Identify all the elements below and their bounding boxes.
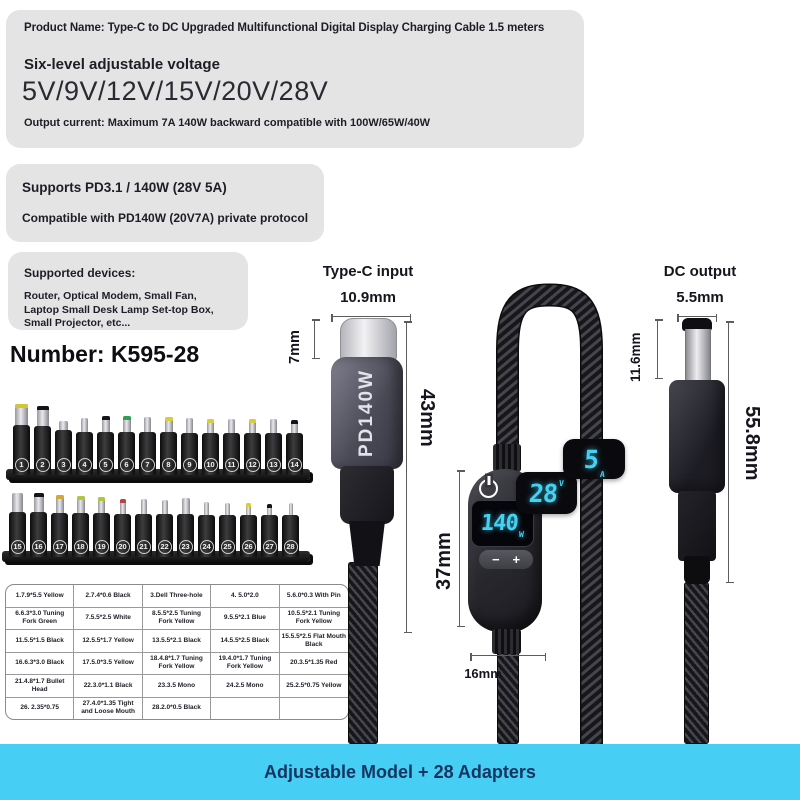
voltage-levels: 5V/9V/12V/15V/20V/28V (22, 76, 329, 106)
spec-cell-r4c4: 25.2.5*0.75 Yellow (280, 675, 348, 698)
spec-cell-r0c4: 5.6.0*0.3 With Pin (280, 585, 348, 608)
typec-width-measure (331, 316, 411, 317)
typec-length-measure (406, 321, 407, 633)
adapter-number: 12 (246, 458, 260, 472)
voltage-value: 28 (527, 478, 559, 508)
pd140w-print: PD140W (356, 368, 377, 458)
minus-button-label: − (491, 552, 500, 567)
spec-cell-r1c0: 6.6.3*3.0 Tuning Fork Green (6, 608, 74, 631)
spec-cell-r3c4: 20.3.5*1.35 Red (280, 653, 348, 676)
voltage-unit: V (558, 479, 565, 488)
dc-plug-body (669, 380, 725, 493)
spec-cell-r2c4: 15.5.5*2.5 Flat Mouth Black (280, 630, 348, 653)
adapter-number: 18 (74, 540, 88, 554)
adapter-number: 3 (57, 458, 71, 472)
adapter-number: 24 (200, 540, 214, 554)
wattage-unit: W (519, 530, 525, 539)
product-name: Product Name: Type-C to DC Upgraded Multifunctional Digital Display Charging Cable 1.5 meters (24, 22, 545, 34)
spec-cell-r4c2: 23.3.5 Mono (143, 675, 211, 698)
adapter-number: 4 (78, 458, 92, 472)
typec-tip-height-label: 7mm (287, 330, 303, 364)
dc-plug-neck (678, 491, 716, 561)
spec-cell-r2c0: 11.5.5*1.5 Black (6, 630, 74, 653)
dc-length-measure (728, 321, 729, 583)
dc-width-measure (677, 316, 717, 317)
voltage-subtitle: Six-level adjustable voltage (24, 56, 220, 73)
spec-cell-r0c2: 3.Dell Three-hole (143, 585, 211, 608)
adapter-number: 16 (32, 540, 46, 554)
footer-label: Adjustable Model + 28 Adapters (264, 761, 536, 782)
adapter-number: 27 (263, 540, 277, 554)
adapter-number: 5 (99, 458, 113, 472)
adapter-number: 21 (137, 540, 151, 554)
pd-compatibility-line: Compatible with PD140W (20V7A) private protocol (22, 211, 309, 225)
typec-cable (348, 562, 378, 744)
adapter-number: 11 (225, 458, 239, 472)
output-current-note: Output current: Maximum 7A 140W backward compatible with 100W/65W/40W (24, 117, 431, 129)
spec-cell-r0c0: 1.7.9*5.5 Yellow (6, 585, 74, 608)
adapter-number: 15 (11, 540, 25, 554)
adapter-number: 28 (284, 540, 298, 554)
typec-tip-measure (314, 319, 315, 359)
current-callout (563, 439, 625, 479)
typec-strain-relief (349, 521, 385, 566)
dc-tip-height-label: 11.6mm (628, 332, 643, 382)
plus-button-label: + (512, 552, 521, 567)
spec-cell-r2c2: 13.5.5*2.1 Black (143, 630, 211, 653)
wattage-value: 140 (479, 511, 519, 536)
model-number: Number: K595-28 (10, 341, 200, 367)
dc-length-label: 55.8mm (741, 406, 763, 481)
adapter-number: 1 (15, 458, 29, 472)
controller-width-label: 16mm (464, 666, 502, 681)
spec-cell-r5c1: 27.4.0*1.35 Tight and Loose Mouth (74, 698, 142, 720)
controller-height-label: 37mm (433, 532, 455, 590)
footer-banner (0, 744, 800, 800)
spec-cell-r1c3: 9.5.5*2.1 Blue (211, 608, 279, 631)
dc-tip-measure (657, 319, 658, 379)
spec-cell-r3c1: 17.5.0*3.5 Yellow (74, 653, 142, 676)
adapter-number: 19 (95, 540, 109, 554)
controller-width-measure (470, 655, 546, 656)
adapter-number: 22 (158, 540, 172, 554)
adapter-number: 26 (242, 540, 256, 554)
dc-cable (684, 582, 709, 744)
current-unit: A (599, 470, 605, 479)
adapter-number: 17 (53, 540, 67, 554)
adapter-number: 2 (36, 458, 50, 472)
controller-top-neck (493, 444, 521, 472)
spec-cell-r3c3: 19.4.0*1.7 Tuning Fork Yellow (211, 653, 279, 676)
adapter-number: 13 (267, 458, 281, 472)
typec-input-label: Type-C input (322, 263, 414, 280)
supported-devices-list: Router, Optical Modem, Small Fan, Laptop Small Desk Lamp Set-top Box, Small Projector, etc... (24, 290, 214, 330)
dc-output-label: DC output (663, 263, 737, 280)
controller-bottom-neck (492, 629, 521, 654)
adapter-number: 25 (221, 540, 235, 554)
dc-plug-end (684, 556, 710, 584)
typec-length-label: 43mm (416, 389, 438, 447)
typec-plug-tail (340, 466, 394, 524)
controller-cable (497, 650, 519, 744)
supported-devices-title: Supported devices: (24, 266, 136, 280)
dc-plug-barrel (685, 329, 711, 382)
spec-cell-r1c2: 8.5.5*2.5 Tuning Fork Yellow (143, 608, 211, 631)
power-button-icon (479, 479, 498, 498)
spec-cell-r0c1: 2.7.4*0.6 Black (74, 585, 142, 608)
adapter-number: 23 (179, 540, 193, 554)
voltage-adjust-rocker (479, 550, 533, 569)
typec-plug-body (331, 357, 403, 469)
dc-width-label: 5.5mm (676, 289, 724, 306)
spec-cell-r4c3: 24.2.5 Mono (211, 675, 279, 698)
controller-height-measure (459, 470, 460, 627)
adapter-number: 8 (162, 458, 176, 472)
spec-cell-r3c2: 18.4.8*1.7 Tuning Fork Yellow (143, 653, 211, 676)
voltage-callout (516, 472, 577, 514)
adapter-number: 14 (288, 458, 302, 472)
spec-cell-r5c2: 28.2.0*0.5 Black (143, 698, 211, 720)
pd-support-line: Supports PD3.1 / 140W (28V 5A) (22, 180, 227, 195)
current-value: 5 (582, 444, 599, 474)
spec-cell-r2c3: 14.5.5*2.5 Black (211, 630, 279, 653)
spec-cell-r5c0: 26. 2.35*0.75 (6, 698, 74, 720)
adapter-number: 10 (204, 458, 218, 472)
typec-width-label: 10.9mm (340, 289, 396, 306)
spec-cell-r3c0: 16.6.3*3.0 Black (6, 653, 74, 676)
adapter-number: 20 (116, 540, 130, 554)
spec-cell-r1c4: 10.5.5*2.1 Tuning Fork Yellow (280, 608, 348, 631)
adapter-number: 6 (120, 458, 134, 472)
spec-cell-r2c1: 12.5.5*1.7 Yellow (74, 630, 142, 653)
spec-cell-r1c1: 7.5.5*2.5 White (74, 608, 142, 631)
adapter-number: 7 (141, 458, 155, 472)
spec-cell-r0c3: 4. 5.0*2.0 (211, 585, 279, 608)
adapter-number: 9 (183, 458, 197, 472)
spec-cell-r4c1: 22.3.0*1.1 Black (74, 675, 142, 698)
spec-cell-r4c0: 21.4.8*1.7 Bullet Head (6, 675, 74, 698)
